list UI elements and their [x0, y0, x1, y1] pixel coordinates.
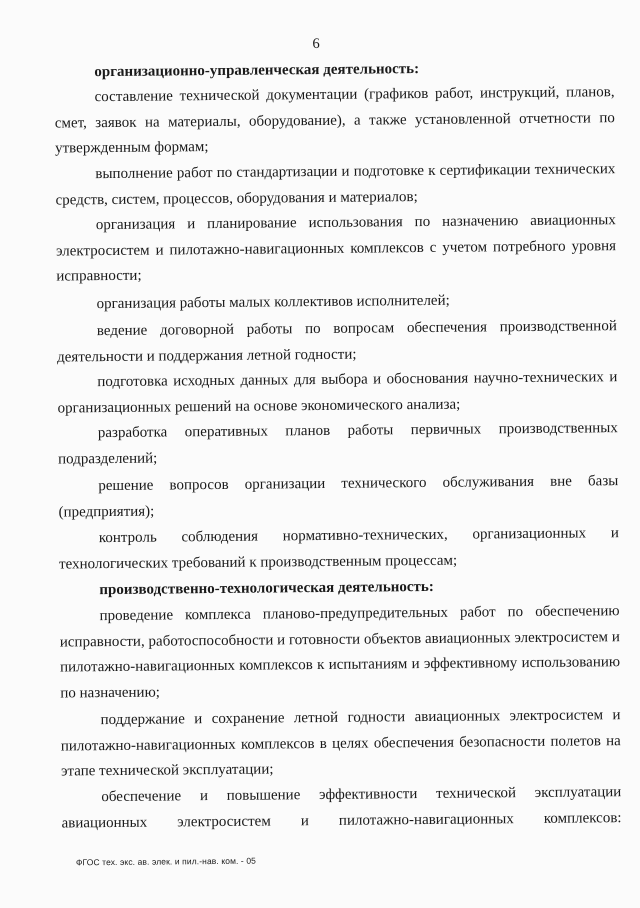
paragraph: контроль соблюдения нормативно-технических, организационных и технологических требований к производственным процессам; — [59, 525, 619, 573]
paragraph: поддержание и сохранение летной годности авиационных электросистем и пилотажно-навигационных комплексов в целях обеспечения безопасности полетов на этапе технической эксплуатации; — [60, 707, 621, 780]
paragraph: подготовка исходных данных для выбора и обоснования научно-технических и организационных решений на основе экономического анализа; — [57, 369, 618, 417]
section-heading-production: производственно-технологическая деятельность: — [99, 578, 434, 599]
section-heading-management: организационно-управленческая деятельность: — [94, 61, 420, 81]
paragraph: решение вопросов организации технического обслуживания вне базы (предприятия); — [58, 473, 619, 521]
paragraph: разработка оперативных планов работы первичных производственных подразделений; — [57, 420, 618, 468]
paragraph: проведение комплекса планово-предупредительных работ по обеспечению исправности, работоспособности и готовности объектов авиационных электросистем и пилотажно-навигационных комплексов к испытаниям и эффективному использованию по назначению; — [59, 603, 621, 702]
footer-document-code: ФГОС тех. экс. ав. элек. и пил.-нав. ком. - 05 — [75, 855, 257, 868]
paragraph: обеспечение и повышение эффективности технической эксплуатации авиационных электросистем и пилотажно-навигационных комплексов: — [61, 784, 622, 831]
paragraph: выполнение работ по стандартизации и подготовке к сертификации технических средств, систем, процессов, оборудования и материалов; — [55, 161, 616, 209]
paragraph: составление технической документации (графиков работ, инструкций, планов, смет, заявок на материалы, оборудование), а также установленной отчетности по утвержденным формам; — [54, 84, 615, 157]
paragraph: организация и планирование использования по назначению авиационных электросистем и пилотажно-навигационных комплексов с учетом потребного уровня исправности; — [56, 212, 617, 285]
page-number: 6 — [312, 35, 320, 53]
paragraph: организация работы малых коллективов исполнителей; — [96, 292, 450, 313]
paragraph: ведение договорной работы по вопросам обеспечения производственной деятельности и поддержания летной годности; — [57, 318, 617, 366]
